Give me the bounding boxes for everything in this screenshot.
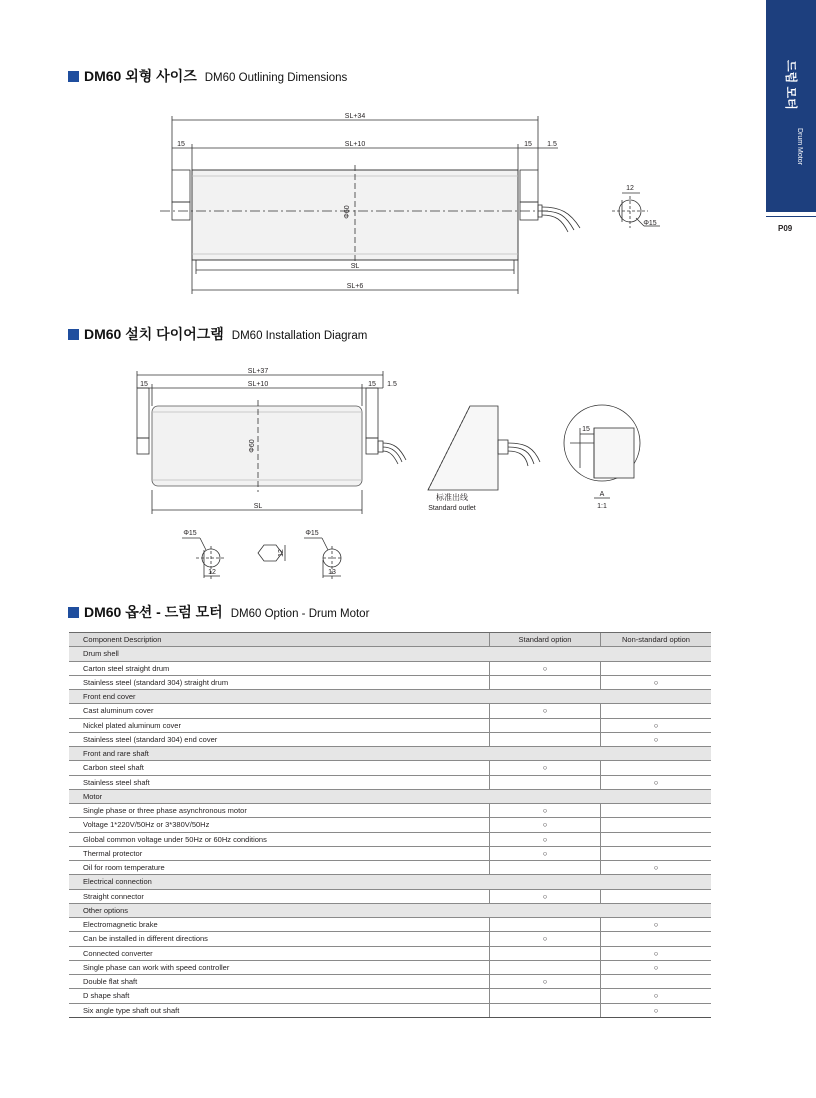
outlet-label-en: Standard outlet <box>428 505 476 512</box>
installation-diagram-drawing <box>0 350 816 590</box>
table-category-row <box>69 789 711 803</box>
dim-sl10-b: SL+10 <box>247 381 269 388</box>
nonstandard-option-mark: ○ <box>601 732 712 746</box>
table-row <box>69 718 711 732</box>
table-category-row <box>69 690 711 704</box>
section-bullet-icon <box>68 607 79 618</box>
table-row <box>69 1003 711 1017</box>
shaft2-dia: Φ15 <box>305 530 319 537</box>
nonstandard-option-mark: ○ <box>601 989 712 1003</box>
header-component: Component Description <box>69 633 490 647</box>
nonstandard-option-mark <box>601 704 712 718</box>
component-label: Can be installed in different directions <box>69 932 490 946</box>
category-label: Other options <box>69 903 711 917</box>
standard-option-mark <box>490 732 601 746</box>
nonstandard-option-mark <box>601 932 712 946</box>
table-row <box>69 818 711 832</box>
nonstandard-option-mark: ○ <box>601 775 712 789</box>
section-title-en: DM60 Installation Diagram <box>231 330 368 342</box>
sidebar-title-en: Drum Motor <box>796 128 803 165</box>
table-category-row <box>69 747 711 761</box>
nonstandard-option-mark <box>601 818 712 832</box>
dim-15-right-b: 15 <box>368 381 376 388</box>
component-label: Straight connector <box>69 889 490 903</box>
table-row <box>69 932 711 946</box>
component-label: Cast aluminum cover <box>69 704 490 718</box>
detail-a-label: A <box>599 491 605 498</box>
category-label: Drum shell <box>69 647 711 661</box>
table-row <box>69 732 711 746</box>
dim-sl6: SL+6 <box>346 283 364 290</box>
table-row <box>69 775 711 789</box>
standard-option-mark: ○ <box>490 704 601 718</box>
component-label: Connected converter <box>69 946 490 960</box>
page-number: P09 <box>778 224 793 233</box>
component-label: Double flat shaft <box>69 975 490 989</box>
table-row <box>69 960 711 974</box>
section-title-en: DM60 Outlining Dimensions <box>204 72 348 84</box>
standard-option-mark <box>490 946 601 960</box>
standard-option-mark: ○ <box>490 846 601 860</box>
table-row <box>69 889 711 903</box>
component-label: Voltage 1*220V/50Hz or 3*380V/50Hz <box>69 818 490 832</box>
category-label: Front end cover <box>69 690 711 704</box>
category-label: Electrical connection <box>69 875 711 889</box>
standard-option-mark: ○ <box>490 818 601 832</box>
standard-option-mark <box>490 1003 601 1017</box>
detail-a-scale: 1:1 <box>597 503 607 510</box>
component-label: Stainless steel (standard 304) end cover <box>69 732 490 746</box>
standard-option-mark: ○ <box>490 975 601 989</box>
nonstandard-option-mark: ○ <box>601 946 712 960</box>
standard-option-mark <box>490 675 601 689</box>
table-row <box>69 975 711 989</box>
header-standard: Standard option <box>490 633 601 647</box>
standard-option-mark: ○ <box>490 661 601 675</box>
shaft1-dia: Φ15 <box>183 530 197 537</box>
table-row <box>69 832 711 846</box>
table-category-row <box>69 903 711 917</box>
table-row <box>69 761 711 775</box>
standard-option-mark: ○ <box>490 932 601 946</box>
standard-option-mark <box>490 861 601 875</box>
category-label: Motor <box>69 789 711 803</box>
section-bullet-icon <box>68 329 79 340</box>
nonstandard-option-mark <box>601 889 712 903</box>
dim-flat: 12 <box>626 185 634 192</box>
dim-gap-b: 1.5 <box>387 381 397 388</box>
section-title-en: DM60 Option - Drum Motor <box>230 608 370 620</box>
section-title-options <box>68 602 369 622</box>
dim-gap: 1.5 <box>547 141 557 148</box>
standard-option-mark: ○ <box>490 889 601 903</box>
table-row <box>69 989 711 1003</box>
standard-option-mark: ○ <box>490 761 601 775</box>
section-title-installation <box>68 324 367 344</box>
component-label: Oil for room temperature <box>69 861 490 875</box>
table-row <box>69 846 711 860</box>
component-label: Six angle type shaft out shaft <box>69 1003 490 1017</box>
dim-15-left: 15 <box>177 141 185 148</box>
dim-sl34: SL+34 <box>344 113 366 120</box>
component-label: Nickel plated aluminum cover <box>69 718 490 732</box>
standard-option-mark <box>490 775 601 789</box>
table-body <box>69 647 711 1018</box>
table-row <box>69 675 711 689</box>
hex-dim: 12 <box>278 549 285 557</box>
component-label: Global common voltage under 50Hz or 60Hz conditions <box>69 832 490 846</box>
table-row <box>69 704 711 718</box>
standard-option-mark: ○ <box>490 804 601 818</box>
table-row <box>69 804 711 818</box>
component-label: Thermal protector <box>69 846 490 860</box>
standard-option-mark <box>490 960 601 974</box>
dim-sl37: SL+37 <box>247 368 269 375</box>
dim-sl-b: SL <box>253 503 263 510</box>
table-category-row <box>69 647 711 661</box>
nonstandard-option-mark: ○ <box>601 718 712 732</box>
table-row <box>69 661 711 675</box>
dim-diameter-b: Φ60 <box>249 439 256 453</box>
table-row <box>69 861 711 875</box>
section-title-ko: DM60 옵션 - 드럼 모터 <box>84 604 223 620</box>
nonstandard-option-mark <box>601 832 712 846</box>
dim-15-right: 15 <box>524 141 532 148</box>
component-label: Carton steel straight drum <box>69 661 490 675</box>
dim-sl10: SL+10 <box>344 141 366 148</box>
nonstandard-option-mark: ○ <box>601 861 712 875</box>
component-label: Stainless steel (standard 304) straight drum <box>69 675 490 689</box>
outlet-label-cn: 标准出线 <box>436 493 468 502</box>
dim-sl: SL <box>350 263 360 270</box>
nonstandard-option-mark: ○ <box>601 960 712 974</box>
component-label: Carbon steel shaft <box>69 761 490 775</box>
detail-a-dim: 15 <box>582 426 590 433</box>
table-row <box>69 918 711 932</box>
nonstandard-option-mark: ○ <box>601 675 712 689</box>
shaft1-flat: 12 <box>208 569 216 576</box>
nonstandard-option-mark: ○ <box>601 918 712 932</box>
standard-option-mark <box>490 918 601 932</box>
standard-option-mark <box>490 989 601 1003</box>
nonstandard-option-mark <box>601 804 712 818</box>
component-label: Single phase can work with speed controller <box>69 960 490 974</box>
standard-option-mark: ○ <box>490 832 601 846</box>
section-title-ko: DM60 외형 사이즈 <box>84 68 197 84</box>
options-table <box>69 632 711 1018</box>
dim-diameter: Φ60 <box>344 205 351 219</box>
outline-dimensions-drawing <box>0 0 816 310</box>
nonstandard-option-mark: ○ <box>601 1003 712 1017</box>
category-label: Front and rare shaft <box>69 747 711 761</box>
dim-15-left-b: 15 <box>140 381 148 388</box>
table-row <box>69 946 711 960</box>
component-label: Single phase or three phase asynchronous motor <box>69 804 490 818</box>
table-header-row <box>69 633 711 647</box>
nonstandard-option-mark <box>601 661 712 675</box>
component-label: Electromagnetic brake <box>69 918 490 932</box>
nonstandard-option-mark <box>601 846 712 860</box>
shaft2-d: 13 <box>328 569 336 576</box>
dim-shaft: Φ15 <box>643 220 657 227</box>
sidebar-title-ko: 드럼 모터 <box>784 60 798 110</box>
table-category-row <box>69 875 711 889</box>
standard-option-mark <box>490 718 601 732</box>
component-label: D shape shaft <box>69 989 490 1003</box>
nonstandard-option-mark <box>601 975 712 989</box>
nonstandard-option-mark <box>601 761 712 775</box>
header-nonstandard: Non-standard option <box>601 633 712 647</box>
section-title-ko: DM60 설치 다이어그램 <box>84 326 224 342</box>
component-label: Stainless steel shaft <box>69 775 490 789</box>
